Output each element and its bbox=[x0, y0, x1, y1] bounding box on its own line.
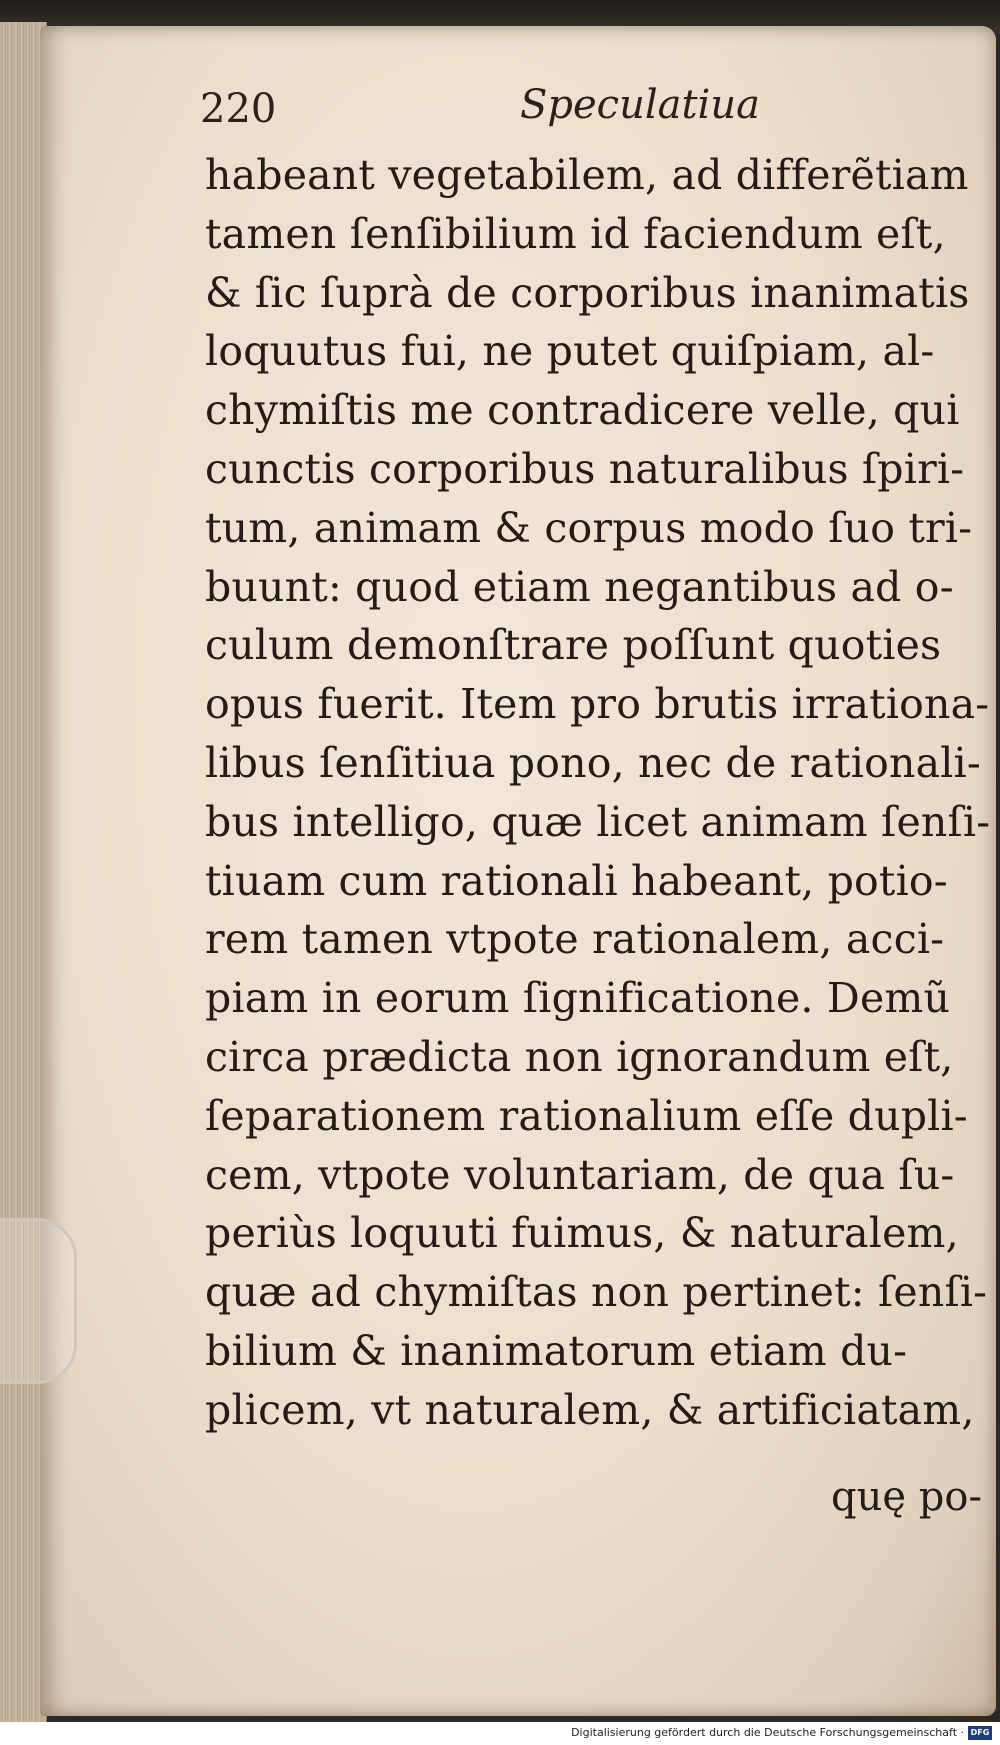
dfg-logo: DFG bbox=[968, 1726, 992, 1740]
text-line: rem tamen vtpote rationalem, acci- bbox=[205, 915, 945, 964]
text-line: periùs loquuti fuimus, & naturalem, bbox=[205, 1209, 959, 1258]
text-line: tiuam cum rationali habeant, potio- bbox=[205, 856, 948, 905]
running-head: Speculatiua bbox=[520, 82, 760, 128]
text-line: opus fuerit. Item pro brutis irrationa- bbox=[205, 680, 990, 729]
page-number: 220 bbox=[200, 86, 277, 132]
catchword: quę po- bbox=[831, 1474, 982, 1520]
digitization-footer bbox=[0, 1722, 1000, 1745]
text-line: plicem, vt naturalem, & artificiatam, bbox=[205, 1385, 975, 1434]
text-line: tamen ſenſibilium id faciendum eſt, bbox=[205, 209, 946, 258]
text-line: & ſic ſuprà de corporibus inanimatis bbox=[205, 268, 970, 317]
text-line: buunt: quod etiam negantibus ad o- bbox=[205, 562, 954, 611]
text-line: habeant vegetabilem, ad differẽtiam bbox=[205, 151, 969, 199]
funding-credit: Digitalisierung gefördert durch die Deutsche Forschungsgemeinschaft · bbox=[571, 1726, 964, 1739]
text-line: tum, animam & corpus modo ſuo tri- bbox=[205, 503, 973, 552]
text-line: chymiſtis me contradicere velle, qui bbox=[205, 386, 960, 435]
text-line: circa prædicta non ignorandum eſt, bbox=[205, 1032, 954, 1081]
text-line: cem, vtpote voluntariam, de qua ſu- bbox=[205, 1150, 955, 1199]
text-line: loquutus fui, ne putet quiſpiam, al- bbox=[205, 327, 935, 376]
text-line: piam in eorum ſignificatione. Demũ bbox=[205, 974, 951, 1023]
text-line: bus intelligo, quæ licet animam ſenſi- bbox=[205, 797, 991, 846]
text-line: libus ſenſitiua pono, nec de rationali- bbox=[205, 738, 981, 787]
page-header bbox=[200, 80, 900, 140]
text-line: bilium & inanimatorum etiam du- bbox=[205, 1326, 908, 1375]
book-clip bbox=[0, 1218, 77, 1384]
text-line: cunctis corporibus naturalibus ſpiri- bbox=[205, 444, 965, 493]
body-text bbox=[205, 146, 991, 1440]
text-line: quæ ad chymiſtas non pertinet: ſenſi- bbox=[205, 1268, 988, 1317]
text-line: culum demonſtrare poſſunt quoties bbox=[205, 621, 942, 670]
text-line: ſeparationem rationalium eſſe dupli- bbox=[205, 1091, 968, 1140]
